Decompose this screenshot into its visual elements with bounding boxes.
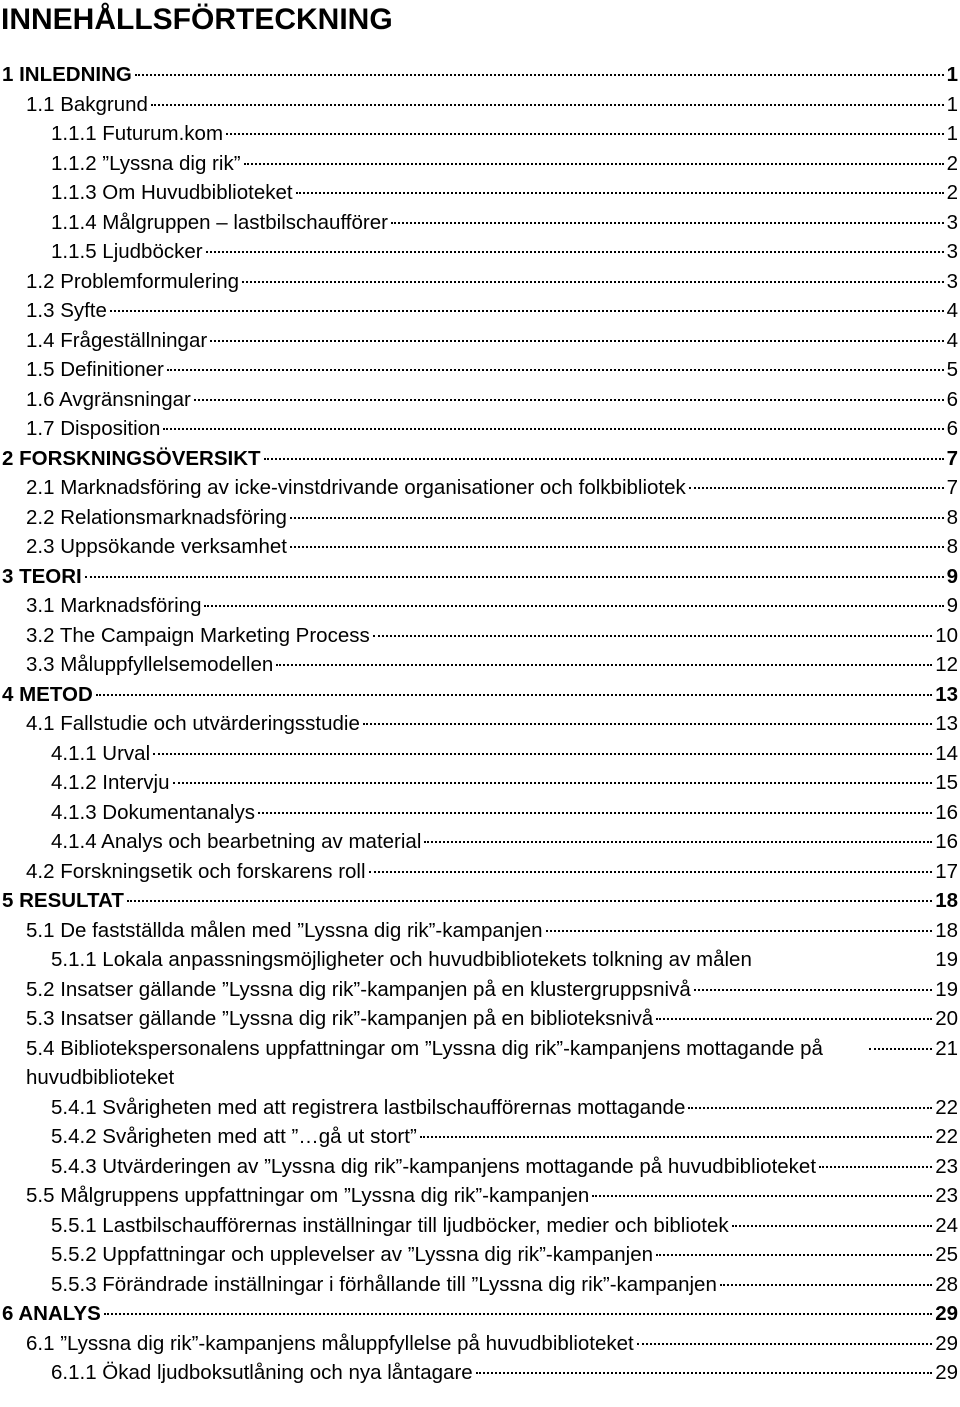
- toc-entry-title: 5.4 Bibliotekspersonalens uppfattningar om ”Lyssna dig rik”-kampanjens mottagande på huvudbiblioteket: [26, 1036, 823, 1089]
- toc-dot-leader: [694, 989, 932, 991]
- toc-dot-leader: [476, 1372, 933, 1374]
- toc-entry[interactable]: [0, 296, 960, 326]
- toc-dot-leader: [720, 1284, 932, 1286]
- toc-entry-title: 6.1.1 Ökad ljudboksutlåning och nya låntagare: [51, 1361, 473, 1384]
- toc-entry[interactable]: [0, 739, 960, 769]
- toc-entry-title: 4.1.3 Dokumentanalys: [51, 800, 255, 824]
- toc-dot-leader: [689, 487, 944, 489]
- toc-page-number: 24: [935, 1213, 958, 1237]
- toc-entry[interactable]: [0, 975, 960, 1005]
- toc-entry-title: 5.2 Insatser gällande ”Lyssna dig rik”-kampanjen på en klustergruppsnivå: [26, 977, 691, 1001]
- toc-entry[interactable]: [0, 1329, 960, 1359]
- toc-entry-title: 3 TEORI: [2, 564, 82, 588]
- toc-dot-leader: [204, 605, 943, 607]
- toc-page-number: 17: [935, 859, 958, 883]
- toc-page-number: 23: [935, 1154, 958, 1178]
- toc-page-number: 13: [935, 682, 958, 706]
- toc-entry-title: 4.1.1 Urval: [51, 741, 151, 765]
- toc-page-number: 6: [946, 387, 958, 411]
- toc-entry[interactable]: [0, 1299, 960, 1329]
- toc-entry-title: 1.1.3 Om Huvudbiblioteket: [51, 181, 293, 204]
- toc-entry[interactable]: [0, 798, 960, 828]
- toc-dot-leader: [546, 930, 933, 932]
- toc-dot-leader: [373, 635, 932, 637]
- toc-entry-title: 1.1.2 ”Lyssna dig rik”: [51, 151, 241, 175]
- toc-entry[interactable]: [0, 414, 960, 444]
- toc-entry[interactable]: [0, 237, 960, 267]
- toc-dot-leader: [732, 1225, 933, 1227]
- toc-entry-title: 5 RESULTAT: [2, 889, 124, 912]
- toc-entry[interactable]: [0, 178, 960, 208]
- toc-entry[interactable]: [0, 1358, 960, 1388]
- toc-page-number: 19: [935, 977, 958, 1001]
- toc-dot-leader: [104, 1313, 932, 1315]
- toc-entry-title: 6 ANALYS: [2, 1302, 101, 1325]
- toc-dot-leader: [264, 458, 944, 460]
- toc-page-number: 10: [935, 623, 958, 647]
- toc-dot-leader: [163, 428, 943, 430]
- toc-entry-title: 2 FORSKNINGSÖVERSIKT: [2, 446, 261, 470]
- toc-entry[interactable]: [0, 355, 960, 385]
- toc-page-number: 5: [946, 358, 958, 381]
- toc-entry-title: 1.1.4 Målgruppen – lastbilschaufförer: [51, 210, 388, 234]
- toc-entry[interactable]: [0, 208, 960, 238]
- toc-entry-title: 1.4 Frågeställningar: [26, 328, 208, 352]
- page-title: INNEHÅLLSFÖRTECKNING: [1, 3, 393, 36]
- toc-page-number: 16: [935, 800, 958, 824]
- toc-entry-title: 4.1.4 Analys och bearbetning av material: [51, 830, 422, 853]
- toc-dot-leader: [391, 222, 944, 224]
- toc-entry[interactable]: [0, 1122, 960, 1152]
- toc-dot-leader: [210, 340, 943, 342]
- toc-dot-leader: [206, 251, 944, 253]
- toc-entry-title: 4.1.2 Intervju: [51, 771, 170, 794]
- toc-entry[interactable]: [0, 90, 960, 120]
- toc-entry-title: 3.3 Måluppfyllelsemodellen: [26, 653, 274, 676]
- toc-dot-leader: [110, 310, 944, 312]
- toc-page-number: 3: [946, 210, 958, 234]
- toc-entry[interactable]: [0, 326, 960, 356]
- toc-entry-title: 1.3 Syfte: [26, 299, 107, 322]
- toc-entry-title: 4.2 Forskningsetik och forskarens roll: [26, 859, 366, 883]
- toc-page-number: 29: [935, 1302, 958, 1325]
- toc-page-number: 29: [935, 1361, 958, 1384]
- toc-entry-title: 1.6 Avgränsningar: [26, 387, 191, 411]
- toc-page-number: 23: [935, 1184, 958, 1207]
- toc-entry[interactable]: [0, 267, 960, 297]
- toc-page-number: 2: [946, 181, 958, 204]
- toc-entry[interactable]: [0, 60, 960, 90]
- toc-entry[interactable]: [0, 650, 960, 680]
- toc-entry-title: 4.1 Fallstudie och utvärderingsstudie: [26, 712, 360, 735]
- toc-entry[interactable]: [0, 1211, 960, 1241]
- toc-page-number: 19: [935, 948, 958, 971]
- toc-dot-leader: [656, 1018, 932, 1020]
- toc-dot-leader: [85, 576, 944, 578]
- toc-dot-leader: [592, 1195, 932, 1197]
- toc-page-number: 20: [935, 1007, 958, 1030]
- toc-dot-leader: [244, 163, 944, 165]
- toc-page-number: 18: [935, 889, 958, 912]
- toc-dot-leader: [226, 133, 944, 135]
- toc-dot-leader: [420, 1136, 932, 1138]
- toc-dot-leader: [819, 1166, 932, 1168]
- toc-dot-leader: [258, 812, 932, 814]
- toc-entry-title: 1.1.5 Ljudböcker: [51, 240, 203, 263]
- toc-entry-title: 5.3 Insatser gällande ”Lyssna dig rik”-kampanjen på en biblioteksnivå: [26, 1007, 654, 1030]
- toc-dot-leader: [276, 664, 932, 666]
- toc-page-number: 8: [946, 505, 958, 529]
- toc-entry[interactable]: [0, 886, 960, 916]
- toc-entry-title: 5.5.3 Förändrade inställningar i förhållande till ”Lyssna dig rik”-kampanjen: [51, 1272, 717, 1296]
- toc-entry-title: 5.5.1 Lastbilschaufförernas inställningar till ljudböcker, medier och bibliotek: [51, 1213, 729, 1237]
- toc-entry-title: 5.4.1 Svårigheten med att registrera lastbilschaufförernas mottagande: [51, 1095, 686, 1119]
- toc-entry[interactable]: [0, 1152, 960, 1182]
- toc-entry[interactable]: [0, 1270, 960, 1300]
- toc-dot-leader: [688, 1107, 932, 1109]
- toc-dot-leader: [869, 1048, 932, 1050]
- toc-entry[interactable]: [0, 1181, 960, 1211]
- toc-entry[interactable]: [0, 562, 960, 592]
- toc-page-number: 7: [946, 476, 958, 499]
- toc-entry[interactable]: [0, 621, 960, 651]
- toc-entry[interactable]: [0, 857, 960, 887]
- toc-entry[interactable]: [0, 916, 960, 946]
- toc-entry-title: 6.1 ”Lyssna dig rik”-kampanjens måluppfyllelse på huvudbiblioteket: [26, 1331, 634, 1355]
- toc-page-number: 18: [935, 918, 958, 942]
- toc-entry[interactable]: [0, 119, 960, 149]
- toc-page-number: 22: [935, 1095, 958, 1119]
- toc-page-number: 22: [935, 1125, 958, 1148]
- toc-dot-leader: [296, 192, 944, 194]
- toc-dot-leader: [424, 841, 932, 843]
- toc-page-number: 9: [946, 564, 958, 588]
- table-of-contents: [0, 60, 960, 1388]
- toc-page-number: 14: [935, 741, 958, 765]
- toc-entry-title: 1.1.1 Futurum.kom: [51, 122, 224, 145]
- toc-entry[interactable]: [0, 680, 960, 710]
- toc-page-number: 16: [935, 830, 958, 853]
- toc-entry-title: 1 INLEDNING: [2, 63, 132, 86]
- toc-dot-leader: [242, 281, 944, 283]
- toc-entry-title: 5.4.2 Svårigheten med att ”…gå ut stort”: [51, 1125, 417, 1148]
- toc-entry[interactable]: [0, 385, 960, 415]
- toc-entry-title: 5.4.3 Utvärderingen av ”Lyssna dig rik”-kampanjens mottagande på huvudbiblioteket: [51, 1154, 817, 1178]
- toc-entry[interactable]: [0, 1004, 960, 1034]
- toc-page-number: 9: [946, 594, 958, 617]
- toc-entry-title: 5.1 De fastställda målen med ”Lyssna dig rik”-kampanjen: [26, 918, 543, 942]
- toc-entry[interactable]: [0, 149, 960, 179]
- toc-page-number: 1: [946, 63, 958, 86]
- toc-dot-leader: [167, 369, 944, 371]
- toc-entry-title: 4 METOD: [2, 682, 93, 706]
- toc-page-number: 1: [946, 122, 958, 145]
- toc-entry-title: 2.3 Uppsökande verksamhet: [26, 535, 287, 558]
- toc-page-number: 4: [946, 328, 958, 352]
- toc-page-number: 21: [935, 1036, 958, 1060]
- toc-dot-leader: [96, 694, 932, 696]
- toc-entry[interactable]: [0, 827, 960, 857]
- toc-entry[interactable]: [0, 1240, 960, 1270]
- toc-entry[interactable]: [0, 503, 960, 533]
- toc-dot-leader: [173, 782, 933, 784]
- toc-entry-title: 1.7 Disposition: [26, 417, 161, 440]
- toc-page-number: 12: [935, 653, 958, 676]
- toc-entry-title: 3.2 The Campaign Marketing Process: [26, 623, 370, 647]
- toc-dot-leader: [290, 517, 944, 519]
- toc-entry[interactable]: [0, 945, 960, 975]
- toc-page-number: 15: [935, 771, 958, 794]
- toc-page-number: 7: [946, 446, 958, 470]
- toc-entry-title: 5.5.2 Uppfattningar och upplevelser av ”Lyssna dig rik”-kampanjen: [51, 1243, 654, 1266]
- toc-page-number: 3: [946, 240, 958, 263]
- toc-page-number: 13: [935, 712, 958, 735]
- toc-dot-leader: [363, 723, 932, 725]
- toc-dot-leader: [135, 74, 944, 76]
- toc-entry[interactable]: [0, 532, 960, 562]
- toc-entry-title: 5.1.1 Lokala anpassningsmöjligheter och huvudbibliotekets tolkning av målen: [51, 948, 752, 971]
- toc-dot-leader: [637, 1343, 932, 1345]
- toc-page-number: 1: [946, 92, 958, 116]
- toc-entry-title: 2.1 Marknadsföring av icke-vinstdrivande organisationer och folkbibliotek: [26, 476, 686, 499]
- toc-dot-leader: [369, 871, 933, 873]
- toc-dot-leader: [151, 104, 944, 106]
- toc-page-number: 2: [946, 151, 958, 175]
- toc-page-number: 25: [935, 1243, 958, 1266]
- toc-entry-title: 1.2 Problemformulering: [26, 269, 240, 293]
- toc-entry[interactable]: [0, 1034, 960, 1093]
- toc-entry-title: 1.1 Bakgrund: [26, 92, 148, 116]
- toc-entry-title: 2.2 Relationsmarknadsföring: [26, 505, 287, 529]
- toc-page-number: 29: [935, 1331, 958, 1355]
- toc-page-number: 6: [946, 417, 958, 440]
- toc-dot-leader: [194, 399, 944, 401]
- toc-entry-title: 5.5 Målgruppens uppfattningar om ”Lyssna dig rik”-kampanjen: [26, 1184, 590, 1207]
- toc-entry[interactable]: [0, 591, 960, 621]
- toc-page-number: 3: [946, 269, 958, 293]
- toc-dot-leader: [290, 546, 944, 548]
- toc-entry[interactable]: [0, 473, 960, 503]
- toc-entry[interactable]: [0, 768, 960, 798]
- toc-entry[interactable]: [0, 1093, 960, 1123]
- toc-dot-leader: [127, 900, 932, 902]
- toc-dot-leader: [153, 753, 932, 755]
- toc-entry[interactable]: [0, 709, 960, 739]
- toc-entry-title: 3.1 Marknadsföring: [26, 594, 202, 617]
- toc-page-number: 8: [946, 535, 958, 558]
- toc-dot-leader: [656, 1254, 932, 1256]
- toc-page-number: 28: [935, 1272, 958, 1296]
- toc-entry-title: 1.5 Definitioner: [26, 358, 164, 381]
- toc-page-number: 4: [946, 299, 958, 322]
- toc-entry[interactable]: [0, 444, 960, 474]
